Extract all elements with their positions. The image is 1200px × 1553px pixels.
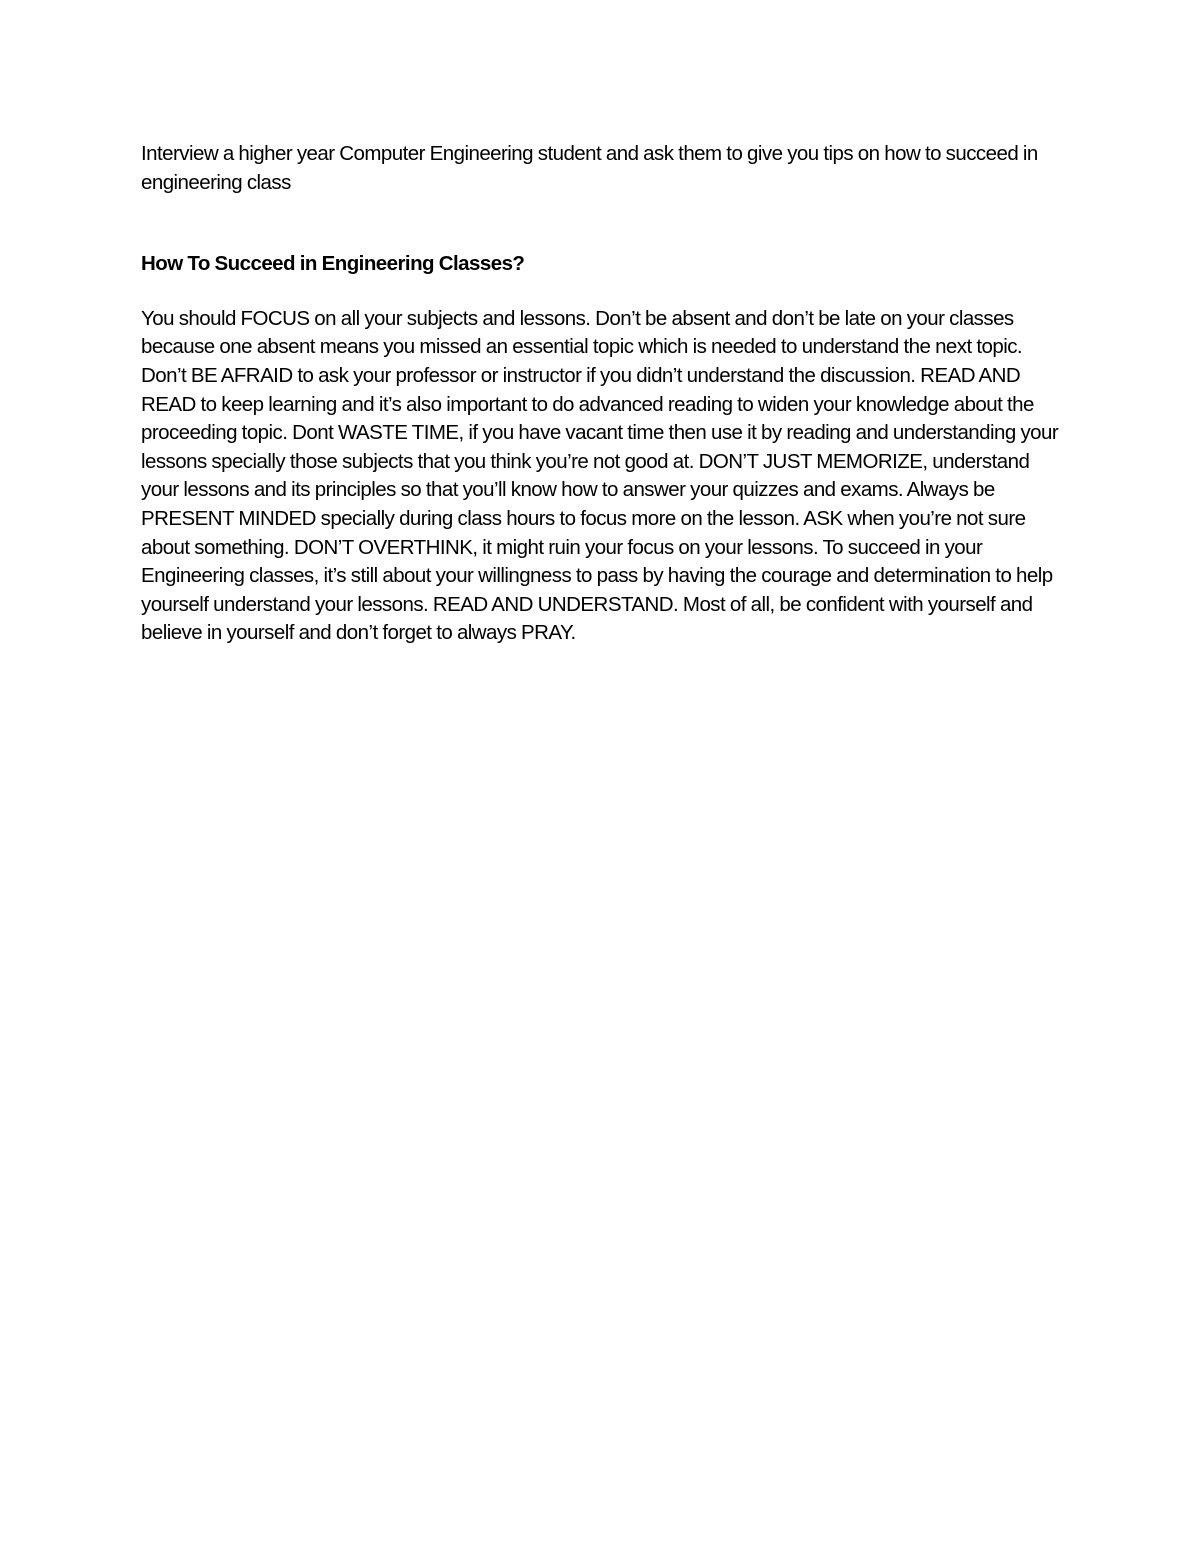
body-paragraph: You should FOCUS on all your subjects and lessons. Don’t be absent and don’t be late on your classes because one absent means you missed an essential topic which is needed to understand the next topic. Don’t BE AFRAID to ask your professor or instructor if you didn’t understand the discussion. READ AND READ to keep learning and it’s also important to do advanced reading to widen your knowledge about the proceeding topic. Dont WASTE TIME, if you have vacant time then use it by reading and understanding your lessons specially those subjects that you think you’re not good at. DON’T JUST MEMORIZE, understand your lessons and its principles so that you’ll know how to answer your quizzes and exams. Always be PRESENT MINDED specially during class hours to focus more on the lesson. ASK when you’re not sure about something. DON’T OVERTHINK, it might ruin your focus on your lessons. To succeed in your Engineering classes, it’s still about your willingness to pass by having the courage and determination to help yourself understand your lessons. READ AND UNDERSTAND. Most of all, be confident with yourself and believe in yourself and don’t forget to always PRAY. xyxy=(141,306,1059,645)
assignment-prompt: Interview a higher year Computer Engineering student and ask them to give you tips on how to succeed in engineering class xyxy=(141,142,1038,194)
section-heading: How To Succeed in Engineering Classes? xyxy=(141,252,525,276)
document-content xyxy=(141,140,1071,648)
